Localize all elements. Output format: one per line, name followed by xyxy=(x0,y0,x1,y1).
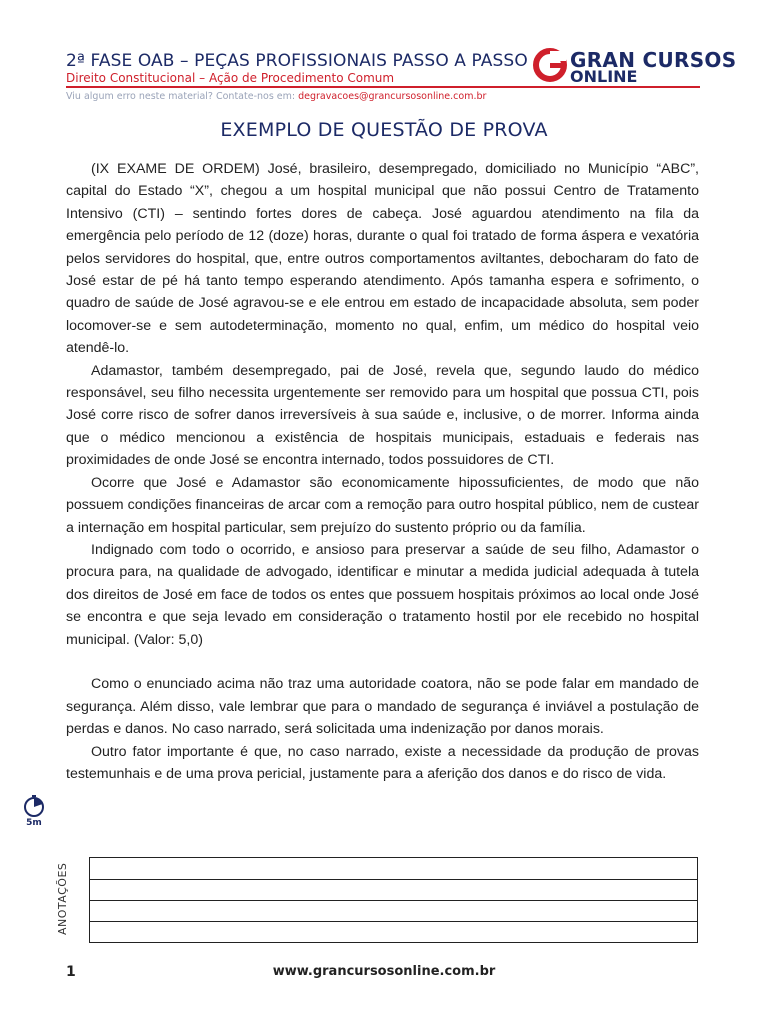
contact-line xyxy=(66,91,486,102)
notes-line xyxy=(90,879,697,880)
logo-text-line1: GRAN CURSOS xyxy=(570,48,737,72)
contact-prefix: Viu algum erro neste material? Contate-nos em: xyxy=(66,91,299,102)
footer-url-link[interactable]: www.grancursosonline.com.br xyxy=(272,964,496,979)
paragraph-1: (IX EXAME DE ORDEM) José, brasileiro, desempregado, domiciliado no Município “ABC”, capital do Estado “X”, chegou a um hospital municipal que não possui Centro de Tratamento Intensivo (CTI) – sentindo fortes dores de cabeça. José aguardou atendimento na fila da emergência pelo período de 12 (doze) horas, durante o qual foi tratado de forma áspera e vexatória pelos servidores do hospital, que, entre outros comportamentos aviltantes, debocharam do fato de José estar de pé há tanto tempo esperando atendimento. Após tamanha espera e sofrimento, o quadro de saúde de José agravou-se e ele entrou em estado de incapacidade absoluta, sem poder locomover-se e sem autodeterminação, momento no qual, enfim, um médico do hospital veio atendê-lo. xyxy=(66,161,699,357)
notes-line xyxy=(90,921,697,922)
notes-line xyxy=(90,900,697,901)
document-body xyxy=(66,158,699,785)
header-title: 2ª FASE OAB – PEÇAS PROFISSIONAIS PASSO A PASSO xyxy=(66,51,528,71)
notes-box[interactable] xyxy=(89,857,698,943)
page-number: 1 xyxy=(66,964,76,980)
header-divider xyxy=(66,86,700,88)
paragraph-3: Ocorre que José e Adamastor são economicamente hipossuficientes, de modo que não possuem condições financeiras de arcar com a remoção para outro hospital público, nem de custear a internação em hospital particular, sem prejuízo do sustento próprio ou da família. xyxy=(66,474,699,536)
paragraph-6: Outro fator importante é que, no caso narrado, existe a necessidade da produção de provas testemunhais e de uma prova pericial, justamente para a aferição dos danos e do risco de vida. xyxy=(66,743,699,782)
notes-label: ANOTAÇÕES xyxy=(56,862,69,935)
header-subtitle: Direito Constitucional – Ação de Procedimento Comum xyxy=(66,71,395,85)
stopwatch-icon xyxy=(21,795,47,819)
paragraph-2: Adamastor, também desempregado, pai de José, revela que, segundo laudo do médico responsável, seu filho necessita urgentemente ser removido para um hospital que possua CTI, pois José corre risco de sofrer danos irreversíveis à sua saúde e, inclusive, o de morrer. Informa ainda que o médico mencionou a existência de hospitais municipais, estaduais e federais nas proximidades de onde José se encontra internado, todos possuidores de CTI. xyxy=(66,362,699,469)
paragraph-4: Indignado com todo o ocorrido, e ansioso para preservar a saúde de seu filho, Adamastor o procura para, na qualidade de advogado, identificar e minutar a medida judicial adequada à tutela dos direitos de José em face de todos os entes que possuem hospitais próximos ao local onde José se encontra e que seja levado em consideração o tratamento hostil por ele recebido no hospital municipal. (Valor: 5,0) xyxy=(66,541,699,648)
reading-time-label: 5m xyxy=(26,818,42,828)
reading-time xyxy=(21,795,47,835)
page-title: EXEMPLO DE QUESTÃO DE PROVA xyxy=(220,119,548,141)
contact-email-link[interactable]: degravacoes@grancursosonline.com.br xyxy=(298,91,487,102)
paragraph-5: Como o enunciado acima não traz uma autoridade coatora, não se pode falar em mandado de segurança. Além disso, vale lembrar que para o mandado de segurança é inviável a postulação de perdas e danos. No caso narrado, será solicitada uma indenização por danos morais. xyxy=(66,676,699,738)
logo-text-line2: ONLINE xyxy=(570,67,638,86)
